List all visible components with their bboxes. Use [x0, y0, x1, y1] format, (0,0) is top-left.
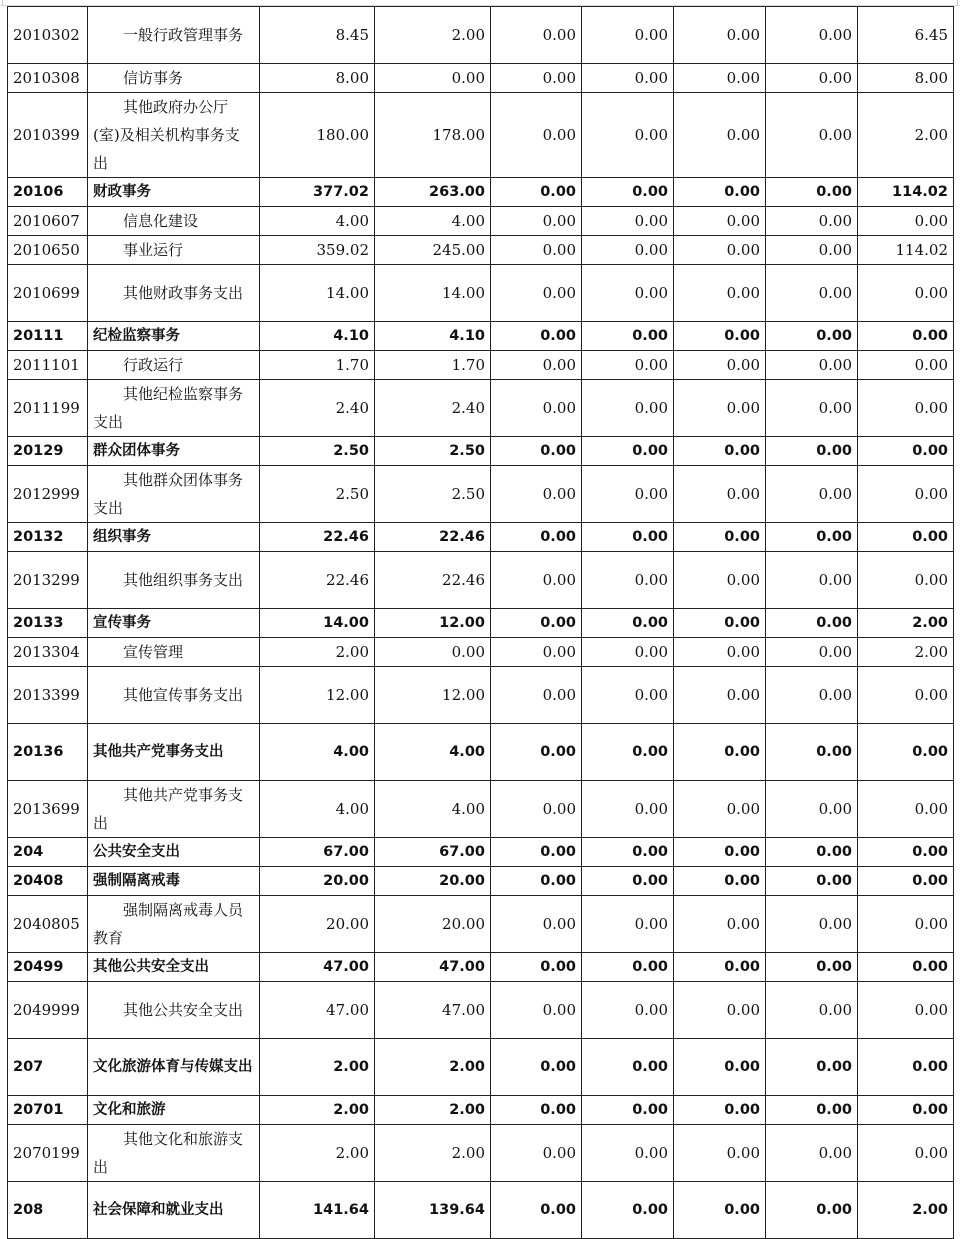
- subject-code-cell: 20133: [8, 609, 88, 638]
- col7-value-cell: 2.00: [858, 609, 954, 638]
- col4-value-cell: 0.00: [582, 552, 674, 609]
- col5-value-cell: 0.00: [674, 1182, 766, 1239]
- total-value-cell: 141.64: [260, 1182, 375, 1239]
- basic-value-cell: 22.46: [375, 552, 491, 609]
- col6-value-cell: 0.00: [766, 351, 858, 380]
- col3-value-cell: 0.00: [491, 609, 582, 638]
- table-row: [8, 236, 954, 265]
- col4-value-cell: 0.00: [582, 265, 674, 322]
- col4-value-cell: 0.00: [582, 7, 674, 64]
- col4-value-cell: 0.00: [582, 523, 674, 552]
- subject-code-cell: 2013299: [8, 552, 88, 609]
- subject-code-cell: 2010302: [8, 7, 88, 64]
- table-row-category: [8, 1039, 954, 1096]
- col7-value-cell: 0.00: [858, 351, 954, 380]
- total-value-cell: 14.00: [260, 265, 375, 322]
- col5-value-cell: 0.00: [674, 93, 766, 178]
- col5-value-cell: 0.00: [674, 322, 766, 351]
- col3-value-cell: 0.00: [491, 1096, 582, 1125]
- table-row-category: [8, 953, 954, 982]
- table-row: [8, 781, 954, 838]
- subject-code-cell: 20129: [8, 437, 88, 466]
- table-row: [8, 7, 954, 64]
- subject-code-cell: 204: [8, 838, 88, 867]
- col5-value-cell: 0.00: [674, 638, 766, 667]
- col7-value-cell: 0.00: [858, 982, 954, 1039]
- col3-value-cell: 0.00: [491, 466, 582, 523]
- col4-value-cell: 0.00: [582, 896, 674, 953]
- col5-value-cell: 0.00: [674, 207, 766, 236]
- subject-code-cell: 2013699: [8, 781, 88, 838]
- subject-name-cell: 组织事务: [88, 523, 260, 552]
- col5-value-cell: 0.00: [674, 867, 766, 896]
- budget-expenditure-table: [7, 6, 954, 1239]
- col6-value-cell: 0.00: [766, 609, 858, 638]
- subject-code-cell: 2011199: [8, 380, 88, 437]
- subject-name-cell: 强制隔离戒毒人员教育: [88, 896, 260, 953]
- total-value-cell: 4.10: [260, 322, 375, 351]
- col5-value-cell: 0.00: [674, 236, 766, 265]
- col5-value-cell: 0.00: [674, 982, 766, 1039]
- col7-value-cell: 0.00: [858, 667, 954, 724]
- subject-name-cell: 文化旅游体育与传媒支出: [88, 1039, 260, 1096]
- subject-name-cell: 信访事务: [88, 64, 260, 93]
- basic-value-cell: 47.00: [375, 982, 491, 1039]
- total-value-cell: 2.00: [260, 1125, 375, 1182]
- table-row-category: [8, 1182, 954, 1239]
- col3-value-cell: 0.00: [491, 236, 582, 265]
- col6-value-cell: 0.00: [766, 523, 858, 552]
- col3-value-cell: 0.00: [491, 380, 582, 437]
- col7-value-cell: 2.00: [858, 1182, 954, 1239]
- basic-value-cell: 12.00: [375, 609, 491, 638]
- basic-value-cell: 20.00: [375, 867, 491, 896]
- total-value-cell: 4.00: [260, 724, 375, 781]
- col3-value-cell: 0.00: [491, 178, 582, 207]
- col4-value-cell: 0.00: [582, 781, 674, 838]
- col7-value-cell: 2.00: [858, 93, 954, 178]
- col4-value-cell: 0.00: [582, 93, 674, 178]
- col3-value-cell: 0.00: [491, 64, 582, 93]
- col7-value-cell: 0.00: [858, 322, 954, 351]
- col7-value-cell: 0.00: [858, 552, 954, 609]
- total-value-cell: 2.50: [260, 466, 375, 523]
- subject-code-cell: 2011101: [8, 351, 88, 380]
- subject-name-cell: 群众团体事务: [88, 437, 260, 466]
- col4-value-cell: 0.00: [582, 437, 674, 466]
- col6-value-cell: 0.00: [766, 1182, 858, 1239]
- col6-value-cell: 0.00: [766, 896, 858, 953]
- table-row: [8, 638, 954, 667]
- subject-code-cell: 20111: [8, 322, 88, 351]
- col6-value-cell: 0.00: [766, 64, 858, 93]
- subject-name-cell: 宣传管理: [88, 638, 260, 667]
- col4-value-cell: 0.00: [582, 1182, 674, 1239]
- col7-value-cell: 8.00: [858, 64, 954, 93]
- table-row: [8, 896, 954, 953]
- col3-value-cell: 0.00: [491, 265, 582, 322]
- col3-value-cell: 0.00: [491, 781, 582, 838]
- col7-value-cell: 0.00: [858, 437, 954, 466]
- col5-value-cell: 0.00: [674, 1125, 766, 1182]
- subject-name-cell: 公共安全支出: [88, 838, 260, 867]
- col6-value-cell: 0.00: [766, 667, 858, 724]
- total-value-cell: 20.00: [260, 867, 375, 896]
- col4-value-cell: 0.00: [582, 838, 674, 867]
- col3-value-cell: 0.00: [491, 667, 582, 724]
- basic-value-cell: 2.00: [375, 1125, 491, 1182]
- total-value-cell: 8.45: [260, 7, 375, 64]
- subject-name-cell: 事业运行: [88, 236, 260, 265]
- subject-code-cell: 208: [8, 1182, 88, 1239]
- subject-code-cell: 2010607: [8, 207, 88, 236]
- table-row: [8, 466, 954, 523]
- col6-value-cell: 0.00: [766, 867, 858, 896]
- table-row: [8, 207, 954, 236]
- col7-value-cell: 114.02: [858, 178, 954, 207]
- col6-value-cell: 0.00: [766, 638, 858, 667]
- basic-value-cell: 2.00: [375, 7, 491, 64]
- col5-value-cell: 0.00: [674, 896, 766, 953]
- subject-name-cell: 财政事务: [88, 178, 260, 207]
- total-value-cell: 4.00: [260, 781, 375, 838]
- table-row: [8, 351, 954, 380]
- col6-value-cell: 0.00: [766, 1125, 858, 1182]
- col3-value-cell: 0.00: [491, 982, 582, 1039]
- col7-value-cell: 0.00: [858, 265, 954, 322]
- col5-value-cell: 0.00: [674, 380, 766, 437]
- subject-code-cell: 20132: [8, 523, 88, 552]
- col5-value-cell: 0.00: [674, 523, 766, 552]
- basic-value-cell: 22.46: [375, 523, 491, 552]
- col3-value-cell: 0.00: [491, 724, 582, 781]
- col4-value-cell: 0.00: [582, 64, 674, 93]
- basic-value-cell: 1.70: [375, 351, 491, 380]
- col7-value-cell: 6.45: [858, 7, 954, 64]
- subject-name-cell: 强制隔离戒毒: [88, 867, 260, 896]
- basic-value-cell: 2.00: [375, 1039, 491, 1096]
- total-value-cell: 14.00: [260, 609, 375, 638]
- total-value-cell: 2.00: [260, 638, 375, 667]
- col6-value-cell: 0.00: [766, 7, 858, 64]
- total-value-cell: 20.00: [260, 896, 375, 953]
- table-row-category: [8, 724, 954, 781]
- subject-name-cell: 其他组织事务支出: [88, 552, 260, 609]
- col7-value-cell: 0.00: [858, 466, 954, 523]
- col7-value-cell: 0.00: [858, 1096, 954, 1125]
- basic-value-cell: 14.00: [375, 265, 491, 322]
- col5-value-cell: 0.00: [674, 781, 766, 838]
- col6-value-cell: 0.00: [766, 322, 858, 351]
- subject-code-cell: 20499: [8, 953, 88, 982]
- basic-value-cell: 2.50: [375, 437, 491, 466]
- page-corner-mark-left: [2, 0, 3, 6]
- col4-value-cell: 0.00: [582, 380, 674, 437]
- total-value-cell: 2.00: [260, 1096, 375, 1125]
- col3-value-cell: 0.00: [491, 1182, 582, 1239]
- total-value-cell: 22.46: [260, 552, 375, 609]
- total-value-cell: 67.00: [260, 838, 375, 867]
- col4-value-cell: 0.00: [582, 953, 674, 982]
- col5-value-cell: 0.00: [674, 1096, 766, 1125]
- subject-name-cell: 其他财政事务支出: [88, 265, 260, 322]
- col3-value-cell: 0.00: [491, 7, 582, 64]
- col3-value-cell: 0.00: [491, 638, 582, 667]
- table-row-category: [8, 1096, 954, 1125]
- col4-value-cell: 0.00: [582, 867, 674, 896]
- subject-name-cell: 其他纪检监察事务支出: [88, 380, 260, 437]
- total-value-cell: 12.00: [260, 667, 375, 724]
- col5-value-cell: 0.00: [674, 609, 766, 638]
- subject-name-cell: 一般行政管理事务: [88, 7, 260, 64]
- table-row-category: [8, 609, 954, 638]
- total-value-cell: 2.50: [260, 437, 375, 466]
- subject-name-cell: 纪检监察事务: [88, 322, 260, 351]
- subject-code-cell: 20106: [8, 178, 88, 207]
- col3-value-cell: 0.00: [491, 896, 582, 953]
- col5-value-cell: 0.00: [674, 724, 766, 781]
- col5-value-cell: 0.00: [674, 953, 766, 982]
- col5-value-cell: 0.00: [674, 351, 766, 380]
- col6-value-cell: 0.00: [766, 437, 858, 466]
- subject-code-cell: 20701: [8, 1096, 88, 1125]
- basic-value-cell: 12.00: [375, 667, 491, 724]
- col7-value-cell: 0.00: [858, 896, 954, 953]
- subject-code-cell: 2010699: [8, 265, 88, 322]
- basic-value-cell: 0.00: [375, 64, 491, 93]
- total-value-cell: 22.46: [260, 523, 375, 552]
- basic-value-cell: 4.00: [375, 724, 491, 781]
- col4-value-cell: 0.00: [582, 1039, 674, 1096]
- col6-value-cell: 0.00: [766, 982, 858, 1039]
- col3-value-cell: 0.00: [491, 1125, 582, 1182]
- col6-value-cell: 0.00: [766, 207, 858, 236]
- col5-value-cell: 0.00: [674, 178, 766, 207]
- total-value-cell: 2.00: [260, 1039, 375, 1096]
- col7-value-cell: 0.00: [858, 1039, 954, 1096]
- basic-value-cell: 2.50: [375, 466, 491, 523]
- col3-value-cell: 0.00: [491, 867, 582, 896]
- subject-code-cell: 2013399: [8, 667, 88, 724]
- basic-value-cell: 20.00: [375, 896, 491, 953]
- total-value-cell: 47.00: [260, 982, 375, 1039]
- col3-value-cell: 0.00: [491, 838, 582, 867]
- subject-name-cell: 其他公共安全支出: [88, 982, 260, 1039]
- basic-value-cell: 4.00: [375, 781, 491, 838]
- col5-value-cell: 0.00: [674, 466, 766, 523]
- subject-name-cell: 其他政府办公厅(室)及相关机构事务支出: [88, 93, 260, 178]
- col7-value-cell: 0.00: [858, 523, 954, 552]
- col5-value-cell: 0.00: [674, 838, 766, 867]
- col6-value-cell: 0.00: [766, 953, 858, 982]
- col6-value-cell: 0.00: [766, 838, 858, 867]
- subject-code-cell: 20408: [8, 867, 88, 896]
- col6-value-cell: 0.00: [766, 1039, 858, 1096]
- table-body: [8, 7, 954, 1239]
- basic-value-cell: 4.00: [375, 207, 491, 236]
- col6-value-cell: 0.00: [766, 781, 858, 838]
- col4-value-cell: 0.00: [582, 236, 674, 265]
- subject-code-cell: 2010399: [8, 93, 88, 178]
- total-value-cell: 359.02: [260, 236, 375, 265]
- col6-value-cell: 0.00: [766, 552, 858, 609]
- total-value-cell: 47.00: [260, 953, 375, 982]
- table-row-category: [8, 437, 954, 466]
- col4-value-cell: 0.00: [582, 207, 674, 236]
- col4-value-cell: 0.00: [582, 667, 674, 724]
- col5-value-cell: 0.00: [674, 552, 766, 609]
- col7-value-cell: 0.00: [858, 838, 954, 867]
- col5-value-cell: 0.00: [674, 265, 766, 322]
- basic-value-cell: 67.00: [375, 838, 491, 867]
- total-value-cell: 2.40: [260, 380, 375, 437]
- total-value-cell: 377.02: [260, 178, 375, 207]
- page-corner-mark-right: [957, 0, 958, 6]
- subject-name-cell: 其他公共安全支出: [88, 953, 260, 982]
- basic-value-cell: 178.00: [375, 93, 491, 178]
- col5-value-cell: 0.00: [674, 1039, 766, 1096]
- col3-value-cell: 0.00: [491, 93, 582, 178]
- subject-code-cell: 2010650: [8, 236, 88, 265]
- table-row: [8, 265, 954, 322]
- col4-value-cell: 0.00: [582, 982, 674, 1039]
- subject-code-cell: 2012999: [8, 466, 88, 523]
- subject-name-cell: 其他共产党事务支出: [88, 781, 260, 838]
- col6-value-cell: 0.00: [766, 178, 858, 207]
- col5-value-cell: 0.00: [674, 437, 766, 466]
- col7-value-cell: 0.00: [858, 953, 954, 982]
- col6-value-cell: 0.00: [766, 1096, 858, 1125]
- table-row: [8, 552, 954, 609]
- total-value-cell: 8.00: [260, 64, 375, 93]
- col6-value-cell: 0.00: [766, 724, 858, 781]
- subject-code-cell: 2010308: [8, 64, 88, 93]
- col5-value-cell: 0.00: [674, 64, 766, 93]
- basic-value-cell: 263.00: [375, 178, 491, 207]
- col3-value-cell: 0.00: [491, 322, 582, 351]
- table-row: [8, 64, 954, 93]
- col5-value-cell: 0.00: [674, 667, 766, 724]
- subject-name-cell: 文化和旅游: [88, 1096, 260, 1125]
- col7-value-cell: 114.02: [858, 236, 954, 265]
- col6-value-cell: 0.00: [766, 466, 858, 523]
- col4-value-cell: 0.00: [582, 466, 674, 523]
- table-row: [8, 982, 954, 1039]
- col4-value-cell: 0.00: [582, 1125, 674, 1182]
- table-row-category: [8, 322, 954, 351]
- col5-value-cell: 0.00: [674, 7, 766, 64]
- col7-value-cell: 0.00: [858, 781, 954, 838]
- basic-value-cell: 2.00: [375, 1096, 491, 1125]
- subject-code-cell: 20136: [8, 724, 88, 781]
- table-row: [8, 93, 954, 178]
- col4-value-cell: 0.00: [582, 178, 674, 207]
- col3-value-cell: 0.00: [491, 953, 582, 982]
- table-row: [8, 1125, 954, 1182]
- basic-value-cell: 2.40: [375, 380, 491, 437]
- subject-name-cell: 其他群众团体事务支出: [88, 466, 260, 523]
- col7-value-cell: 0.00: [858, 867, 954, 896]
- total-value-cell: 180.00: [260, 93, 375, 178]
- col4-value-cell: 0.00: [582, 322, 674, 351]
- col3-value-cell: 0.00: [491, 523, 582, 552]
- subject-code-cell: 207: [8, 1039, 88, 1096]
- col6-value-cell: 0.00: [766, 236, 858, 265]
- table-row: [8, 667, 954, 724]
- col4-value-cell: 0.00: [582, 638, 674, 667]
- col7-value-cell: 0.00: [858, 724, 954, 781]
- col3-value-cell: 0.00: [491, 1039, 582, 1096]
- col3-value-cell: 0.00: [491, 552, 582, 609]
- col4-value-cell: 0.00: [582, 351, 674, 380]
- col7-value-cell: 2.00: [858, 638, 954, 667]
- col7-value-cell: 0.00: [858, 207, 954, 236]
- col4-value-cell: 0.00: [582, 1096, 674, 1125]
- subject-name-cell: 其他共产党事务支出: [88, 724, 260, 781]
- basic-value-cell: 245.00: [375, 236, 491, 265]
- total-value-cell: 4.00: [260, 207, 375, 236]
- table-row-category: [8, 523, 954, 552]
- col4-value-cell: 0.00: [582, 724, 674, 781]
- subject-code-cell: 2070199: [8, 1125, 88, 1182]
- total-value-cell: 1.70: [260, 351, 375, 380]
- col4-value-cell: 0.00: [582, 609, 674, 638]
- col7-value-cell: 0.00: [858, 1125, 954, 1182]
- table-row: [8, 380, 954, 437]
- subject-name-cell: 社会保障和就业支出: [88, 1182, 260, 1239]
- table-row-category: [8, 178, 954, 207]
- table-row-category: [8, 867, 954, 896]
- col6-value-cell: 0.00: [766, 265, 858, 322]
- col6-value-cell: 0.00: [766, 93, 858, 178]
- subject-code-cell: 2013304: [8, 638, 88, 667]
- basic-value-cell: 47.00: [375, 953, 491, 982]
- col3-value-cell: 0.00: [491, 207, 582, 236]
- subject-name-cell: 其他文化和旅游支出: [88, 1125, 260, 1182]
- subject-code-cell: 2040805: [8, 896, 88, 953]
- col6-value-cell: 0.00: [766, 380, 858, 437]
- table-row-category: [8, 838, 954, 867]
- col7-value-cell: 0.00: [858, 380, 954, 437]
- subject-code-cell: 2049999: [8, 982, 88, 1039]
- basic-value-cell: 0.00: [375, 638, 491, 667]
- subject-name-cell: 宣传事务: [88, 609, 260, 638]
- subject-name-cell: 行政运行: [88, 351, 260, 380]
- basic-value-cell: 139.64: [375, 1182, 491, 1239]
- subject-name-cell: 其他宣传事务支出: [88, 667, 260, 724]
- col3-value-cell: 0.00: [491, 351, 582, 380]
- basic-value-cell: 4.10: [375, 322, 491, 351]
- col3-value-cell: 0.00: [491, 437, 582, 466]
- subject-name-cell: 信息化建设: [88, 207, 260, 236]
